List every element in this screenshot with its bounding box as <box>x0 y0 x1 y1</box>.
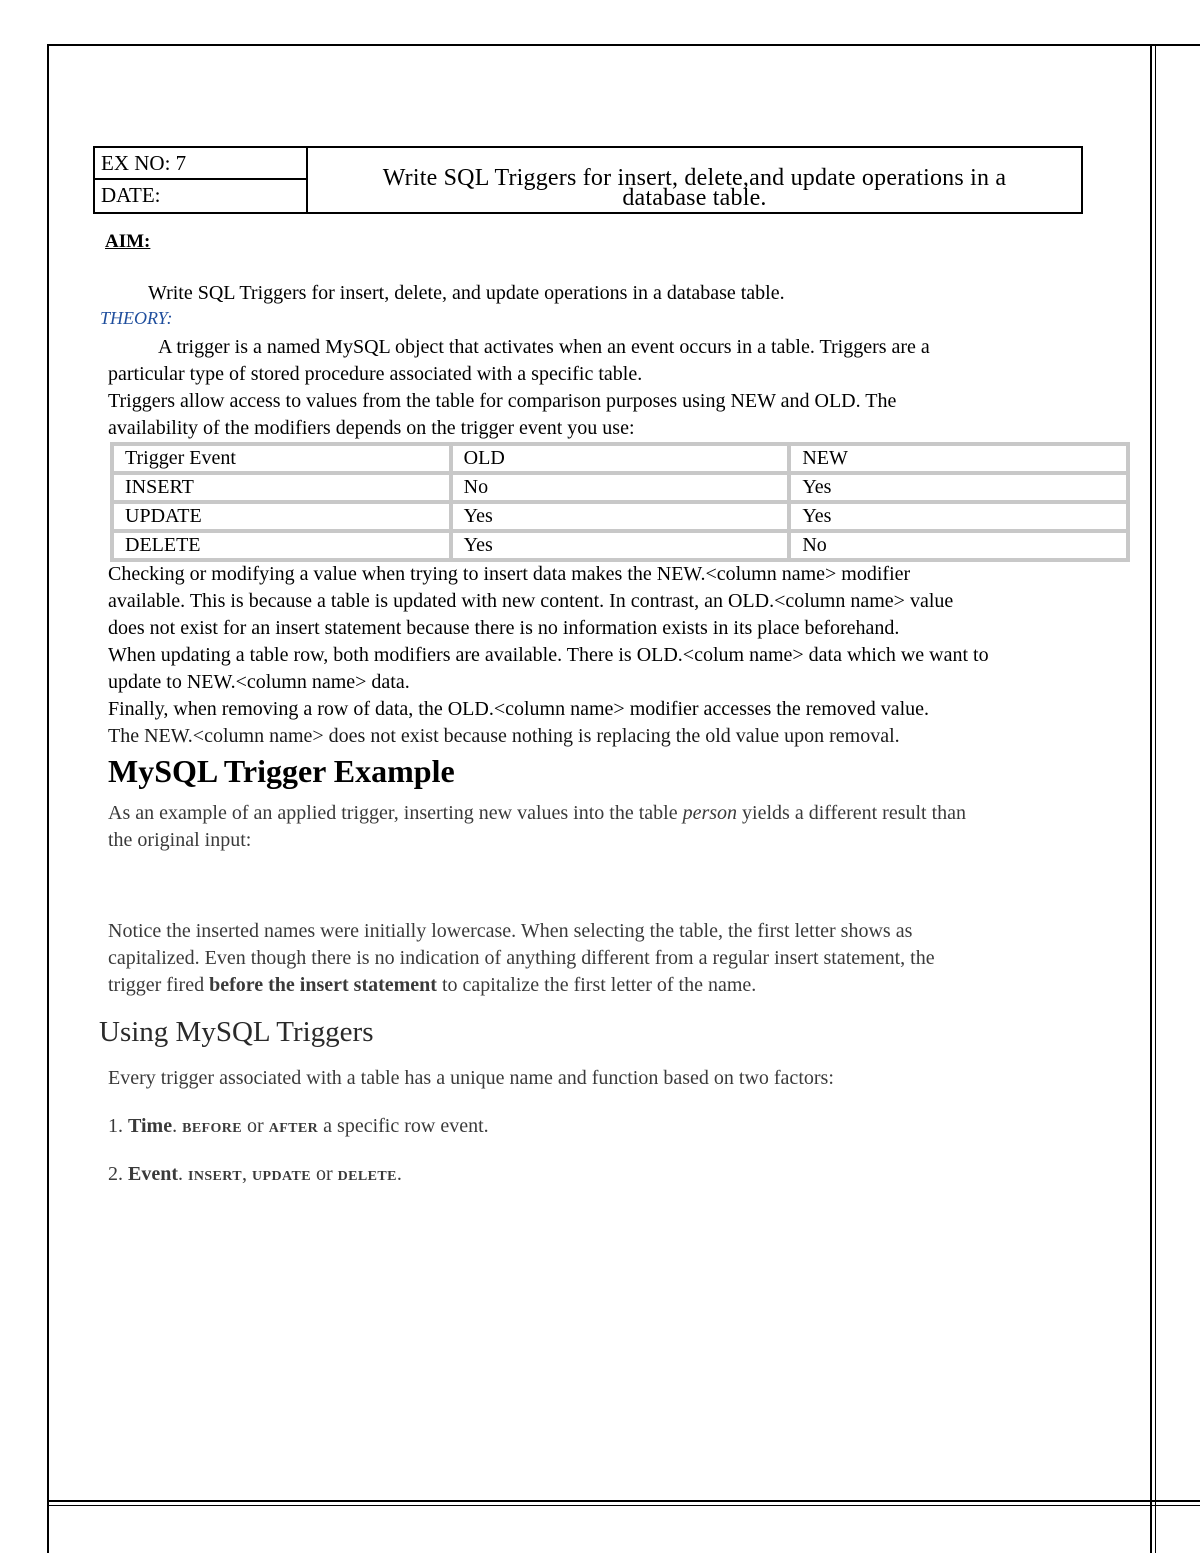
aim-label: AIM: <box>105 231 151 252</box>
table-cell: Yes <box>451 502 790 531</box>
theory-p1-line1: A trigger is a named MySQL object that activates when an event occurs in a table. Triggers are a <box>158 336 930 358</box>
theory-paragraph-1 <box>108 334 1128 442</box>
exercise-date: DATE: <box>101 183 161 207</box>
list-text: , <box>242 1163 253 1185</box>
explanation-line: The NEW.<column name> does not exist because nothing is replacing the old value upon removal. <box>108 725 900 747</box>
table-cell: UPDATE <box>112 502 451 531</box>
keyword-insert: INSERT <box>188 1169 243 1184</box>
notice-line: Notice the inserted names were initially lowercase. When selecting the table, the first letter shows as <box>108 920 913 942</box>
list-text: . <box>172 1115 183 1137</box>
exercise-number: EX NO: 7 <box>95 148 306 180</box>
notice-bold-text: before the insert statement <box>209 974 437 996</box>
list-number: 1. <box>108 1115 128 1137</box>
example-notice <box>108 918 1128 999</box>
table-header-row <box>112 444 1128 473</box>
aim-text: Write SQL Triggers for insert, delete, and update operations in a database table. <box>148 282 785 304</box>
keyword-update: UPDATE <box>252 1169 311 1184</box>
explanation-line: available. This is because a table is updated with new content. In contrast, an OLD.<column name> value <box>108 590 954 612</box>
theory-label: THEORY: <box>100 308 173 328</box>
theory-p2-line2: availability of the modifiers depends on the trigger event you use: <box>108 417 635 439</box>
frame-border-top <box>47 44 1200 46</box>
list-text: or <box>310 1163 338 1185</box>
exercise-header-box <box>93 146 1083 214</box>
table-row <box>112 531 1128 560</box>
exercise-title-line2: database table. <box>622 185 767 211</box>
example-table-name: person <box>682 802 738 824</box>
keyword-delete: DELETE <box>337 1169 397 1184</box>
frame-border-bottom-inner <box>47 1505 1200 1506</box>
list-term: Time <box>128 1115 173 1137</box>
using-intro: Every trigger associated with a table has a unique name and function based on two factors: <box>108 1067 834 1089</box>
explanation-line: update to NEW.<column name> data. <box>108 671 410 693</box>
exercise-title-line1: Write SQL Triggers for insert, delete,and update operations in a <box>382 165 1007 191</box>
table-header-cell: NEW <box>789 444 1128 473</box>
table-row <box>112 473 1128 502</box>
notice-text: trigger fired <box>108 974 210 996</box>
theory-p2-line1: Triggers allow access to values from the table for comparison purposes using NEW and OLD. The <box>108 390 897 412</box>
list-text: . <box>396 1163 402 1185</box>
modifier-availability-table <box>110 442 1130 562</box>
frame-border-bottom <box>47 1500 1200 1502</box>
table-cell: Yes <box>451 531 790 560</box>
example-heading: MySQL Trigger Example <box>108 753 455 789</box>
list-text: a specific row event. <box>318 1115 489 1137</box>
example-intro-line2: the original input: <box>108 829 252 851</box>
notice-line <box>108 972 1128 999</box>
frame-border-right <box>1150 44 1152 1553</box>
notice-text: to capitalize the first letter of the name. <box>436 974 757 996</box>
table-header-cell: Trigger Event <box>112 444 451 473</box>
frame-border-left <box>47 44 49 1553</box>
table-cell: INSERT <box>112 473 451 502</box>
list-term: Event <box>128 1163 178 1185</box>
header-left-column <box>95 148 308 212</box>
table-header-cell: OLD <box>451 444 790 473</box>
table-row <box>112 502 1128 531</box>
notice-line: capitalized. Even though there is no indication of anything different from a regular insert statement, the <box>108 947 935 969</box>
exercise-title <box>308 165 1081 211</box>
list-item-time <box>108 1113 1128 1142</box>
list-number: 2. <box>108 1163 128 1185</box>
frame-border-right-inner <box>1155 44 1156 1553</box>
list-item-event <box>108 1161 1128 1190</box>
table-cell: No <box>789 531 1128 560</box>
using-triggers-heading: Using MySQL Triggers <box>99 1016 374 1048</box>
table-cell: DELETE <box>112 531 451 560</box>
keyword-before: BEFORE <box>182 1121 243 1136</box>
explanation-line: When updating a table row, both modifiers are available. There is OLD.<colum name> data which we want to <box>108 644 989 666</box>
modifier-explanation <box>108 561 1128 750</box>
table-cell: Yes <box>789 502 1128 531</box>
keyword-after: AFTER <box>268 1121 319 1136</box>
table-cell: No <box>451 473 790 502</box>
example-intro-text: As an example of an applied trigger, inserting new values into the table <box>108 802 683 824</box>
example-intro-text: yields a different result than <box>737 802 967 824</box>
example-intro-line1 <box>108 800 1128 827</box>
theory-p1-line2: particular type of stored procedure associated with a specific table. <box>108 363 643 385</box>
explanation-line: Finally, when removing a row of data, the OLD.<column name> modifier accesses the removed value. <box>108 698 930 720</box>
table-cell: Yes <box>789 473 1128 502</box>
explanation-line: does not exist for an insert statement because there is no information exists in its place beforehand. <box>108 617 900 639</box>
list-text: . <box>178 1163 188 1185</box>
list-text: or <box>242 1115 269 1137</box>
explanation-line: Checking or modifying a value when trying to insert data makes the NEW.<column name> modifier <box>108 563 911 585</box>
example-intro <box>108 800 1128 854</box>
